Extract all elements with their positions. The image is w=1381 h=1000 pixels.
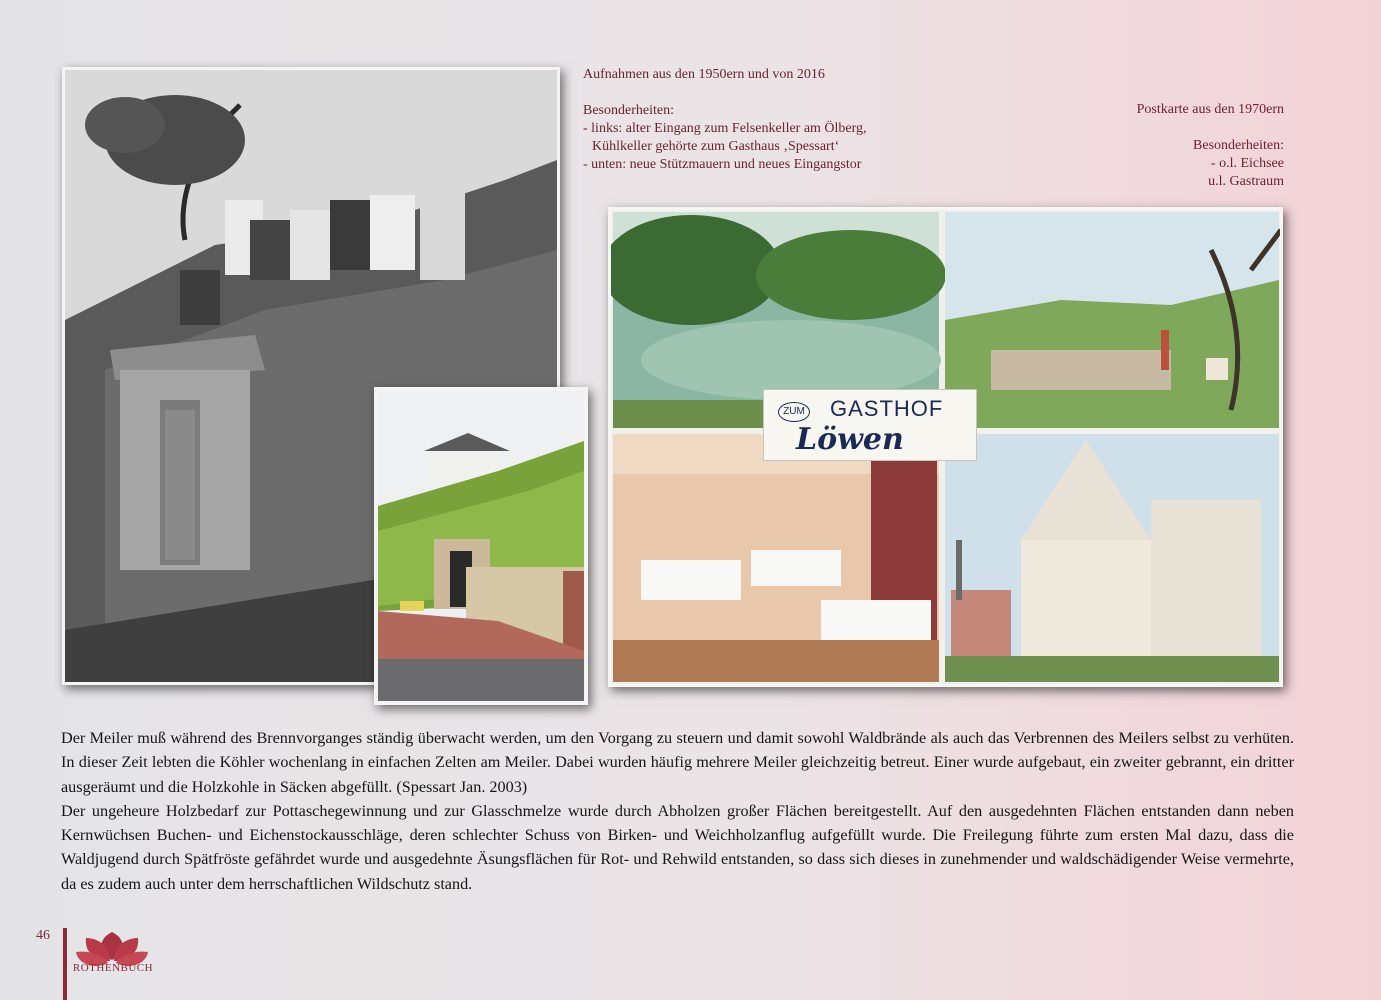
caption-postcard [1040,101,1284,191]
caption-postcard-title: Postkarte aus den 1970ern [1136,102,1284,117]
caption-postcard-heading: Besonderheiten: [1193,138,1284,153]
sign-name: Löwen [796,422,904,457]
caption-photos-line: - unten: neue Stützmauern und neues Eingangstor [583,157,862,172]
caption-photos-line: Kühlkeller gehörte zum Gasthaus ‚Spessart‘ [592,139,840,154]
caption-photos-heading: Besonderheiten: [583,103,674,118]
footer-logo-text: ROTHENBUCH [72,962,154,974]
modern-photo-image [378,391,584,701]
body-paragraph: Der ungeheure Holzbedarf zur Pottaschegewinnung und zur Glasschmelze wurde durch Abholzen großer Flächen bereitgestellt. Auf den ausgedehnten Flächen entstanden dann neben Kernwüchsen Buchen- und Eichenstockausschläge, deren schlechter Schuss von Birken- und Weichholzanflug aufgefüllt wurde. Die Freilegung führte zum ersten Mal dazu, dass die Waldjugend durch Spätfröste gefährdet wurde und ausgedehnte Äsungsflächen für Rot- und Rehwild entstanden, so dass sich dieses in zunehmender und waldschädigender Weise vermehrte, da es zudem auch unter dem herrschaftlichen Wildschutz stand. [61,801,1294,893]
caption-photos [583,66,913,174]
sign-zum: ZUM [778,402,810,422]
body-text [61,726,1294,896]
page-number: 46 [36,928,50,943]
caption-photos-line: - links: alter Eingang zum Felsenkeller am Ölberg, [583,121,867,136]
caption-postcard-line: - o.l. Eichsee [1210,156,1284,171]
caption-postcard-line: u.l. Gastraum [1208,174,1284,189]
sign-gasthof: GASTHOF [830,396,944,421]
postcard-sign [763,389,977,461]
footer-rule [63,928,67,1000]
caption-photos-title: Aufnahmen aus den 1950ern und von 2016 [583,67,825,82]
modern-cellar-photo [374,387,588,705]
body-paragraph: Der Meiler muß während des Brennvorganges ständig überwacht werden, um den Vorgang zu steuern und damit sowohl Waldbrände als auch das Verbrennen des Meilers selbst zu verhüten. In dieser Zeit lebten die Köhler wochenlang in einfachen Zelten am Meiler. Dabei wurden häufig mehrere Meiler gleichzeitig betreut. Einer wurde aufgebaut, ein zweiter gebrannt, ein dritter ausgeräumt und die Holzkohle in Säcken abgefüllt. (Spessart Jan. 2003) [61,729,1294,796]
